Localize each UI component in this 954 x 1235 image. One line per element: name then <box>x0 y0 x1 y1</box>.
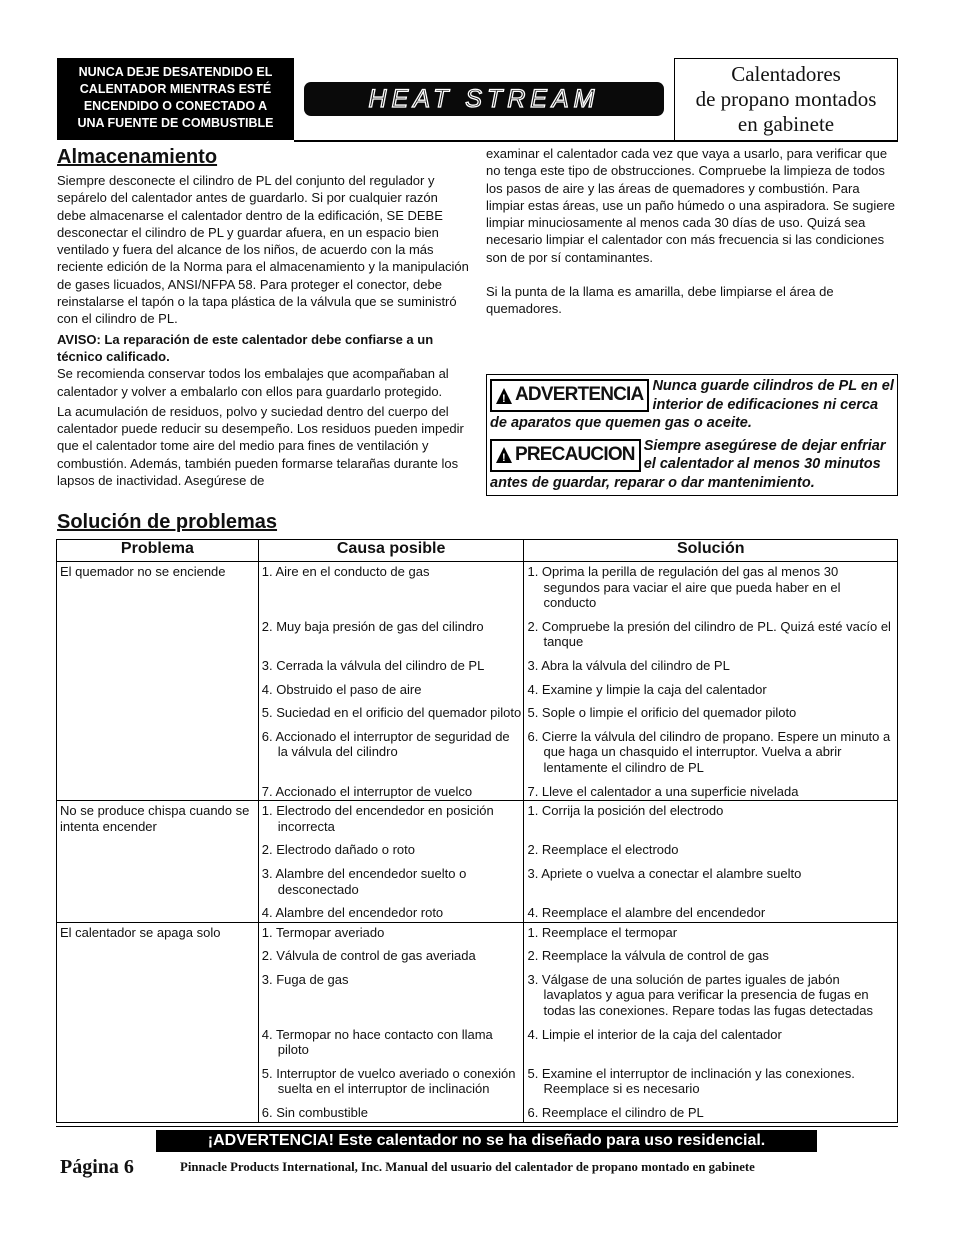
cause-text: 3. Cerrada la válvula del cilindro de PL <box>261 657 485 673</box>
cause-text: 3. Fuga de gas <box>261 971 349 987</box>
cause-cell <box>258 903 524 922</box>
storage-paragraph-2: Se recomienda conservar todos los embalajes que acompañaban al calentador y volver a embalarlo con ellos para guardarlo protegido. <box>57 366 449 399</box>
cause-cell <box>258 801 524 841</box>
storage-paragraph-4: examinar el calentador cada vez que vaya a usarlo, para verificar que no tenga este tipo de obstrucciones. Compruebe la limpieza de todos los pasos de aire y las áreas de quemadores y combustión. Para limpiar estas áreas, use un paño húmedo o una aspiradora. Se sugiere limpiar minuciosamente al menos cada 30 días de uso. Quizá sea necesario limpiar el calentador con más frecuencia si las condiciones son de por sí contaminantes. <box>486 146 896 265</box>
footer-text: Pinnacle Products International, Inc. Manual del usuario del calentador de propano montado en gabinete <box>180 1160 755 1174</box>
solution-text: 5. Sople o limpie el orificio del quemador piloto <box>527 705 797 721</box>
cause-text: 4. Obstruido el paso de aire <box>261 681 422 697</box>
caution-box <box>486 374 898 496</box>
solution-text: 4. Limpie el interior de la caja del calentador <box>527 1026 782 1042</box>
solution-cell <box>524 946 898 970</box>
cause-cell <box>258 617 524 656</box>
caution-label: PRECAUCION <box>515 443 635 465</box>
solution-text: 5. Examine el interruptor de inclinación y las conexiones. Reemplace si es necesario <box>527 1065 855 1097</box>
column-header-problem: Problema <box>57 540 259 562</box>
cause-cell <box>258 562 524 617</box>
troubleshooting-heading: Solución de problemas <box>57 511 278 533</box>
cause-cell <box>258 864 524 903</box>
storage-left-column <box>57 172 469 492</box>
cause-text: 1. Electrodo del encendedor en posición incorrecta <box>261 803 494 834</box>
cause-text: 5. Suciedad en el orificio del quemador piloto <box>261 705 522 721</box>
cause-cell <box>258 1025 524 1064</box>
warning-badge <box>490 379 649 412</box>
solution-cell <box>524 782 898 801</box>
cause-text: 2. Válvula de control de gas averiada <box>261 948 476 964</box>
problem-cell: No se produce chispa cuando se intenta encender <box>57 801 259 923</box>
cause-cell <box>258 970 524 1025</box>
cause-text: 3. Alambre del encendedor suelto o desconectado <box>261 865 467 897</box>
solution-text: 1. Reemplace el termopar <box>527 924 678 940</box>
storage-paragraph-3: La acumulación de residuos, polvo y suciedad dentro del cuerpo del calentador puede reducir su desempeño. Los residuos pueden impedir que el calentador tome aire del medio para fines de ventilación y combustión. Además, también pueden formarse telarañas durante los lapsos de inactividad. Asegúrese de <box>57 403 464 489</box>
storage-heading: Almacenamiento <box>57 146 218 168</box>
cause-text: 4. Termopar no hace contacto con llama piloto <box>261 1026 493 1058</box>
cause-text: 1. Termopar averiado <box>261 924 385 940</box>
storage-paragraph-1: Siempre desconecte el cilindro de PL del conjunto del regulador y sepárelo del calentador antes de guardarlo. Si por cualquier razón debe almacenarse el calentador dentro de la edificación, SE DEBE desconectar el cilindro de PL y guardar afuera, en un espacio bien ventilado y fuera del alcance de los niños, de acuerdo con la más reciente edición de la Norma para el almacenamiento y la manipulación de gases licuados, ANSI/NFPA 58. Para proteger el conector, debe reinstalarse el tapón o la tapa plástica de la válvula que se suministró con el cilindro de PL. <box>57 173 469 327</box>
cause-cell <box>258 727 524 782</box>
cause-text: 2. Electrodo dañado o roto <box>261 842 415 858</box>
solution-text: 3. Apriete o vuelva a conectar el alambre suelto <box>527 865 802 881</box>
caution-triangle-icon <box>496 447 512 463</box>
cause-cell <box>258 922 524 946</box>
solution-cell <box>524 562 898 617</box>
solution-text: 4. Examine y limpie la caja del calentador <box>527 681 767 697</box>
solution-text: 3. Abra la válvula del cilindro de PL <box>527 657 730 673</box>
column-header-solution: Solución <box>524 540 898 562</box>
table-bottom-rule <box>56 1126 898 1127</box>
solution-cell <box>524 680 898 704</box>
solution-cell <box>524 801 898 841</box>
heatstream-logo-text <box>317 86 651 112</box>
solution-cell <box>524 703 898 727</box>
storage-paragraph-5: Si la punta de la llama es amarilla, debe limpiarse el área de quemadores. <box>486 284 834 317</box>
troubleshooting-body <box>57 562 898 1123</box>
product-title-box: Calentadores de propano montados en gabinete <box>674 58 898 142</box>
solution-cell <box>524 727 898 782</box>
cause-text: 7. Accionado el interruptor de vuelco <box>261 783 473 799</box>
cause-text: 5. Interruptor de vuelco averiado o conexión suelta en el interruptor de inclinación <box>261 1065 516 1097</box>
table-row <box>57 922 898 946</box>
solution-cell <box>524 864 898 903</box>
table-row <box>57 801 898 841</box>
solution-cell <box>524 970 898 1025</box>
solution-cell <box>524 840 898 864</box>
warning-text: Nunca guarde cilindros de PL en el interior de edificaciones ni cerca de aparatos que quemen gas o aceite. <box>490 378 894 431</box>
solution-text: 2. Compruebe la presión del cilindro de PL. Quizá esté vacío el tanque <box>527 618 891 650</box>
svg-text:HEAT STREAM: HEAT STREAM <box>368 86 600 112</box>
solution-cell <box>524 1064 898 1103</box>
heatstream-logo <box>304 82 664 116</box>
warning-item <box>490 377 894 433</box>
table-row <box>57 562 898 617</box>
solution-cell <box>524 1025 898 1064</box>
caution-item <box>490 437 894 493</box>
solution-text: 2. Reemplace la válvula de control de gas <box>527 948 769 964</box>
troubleshooting-table <box>56 539 898 1123</box>
solution-text: 4. Reemplace el alambre del encendedor <box>527 905 766 921</box>
solution-cell <box>524 617 898 656</box>
solution-cell <box>524 656 898 680</box>
solution-cell <box>524 922 898 946</box>
caution-badge <box>490 439 641 472</box>
cause-text: 6. Sin combustible <box>261 1105 368 1121</box>
cause-cell <box>258 782 524 801</box>
solution-cell <box>524 1103 898 1122</box>
solution-cell <box>524 903 898 922</box>
solution-text: 7. Lleve el calentador a una superficie nivelada <box>527 783 799 799</box>
solution-text: 6. Cierre la válvula del cilindro de propano. Espere un minuto a que haga un chasquido el interruptor. Vuelva a abrir lentamente el cilindro de PL <box>527 728 891 775</box>
problem-cell: El calentador se apaga solo <box>57 922 259 1122</box>
cause-text: 1. Aire en el conducto de gas <box>261 564 430 579</box>
storage-right-column <box>486 145 898 335</box>
solution-text: 6. Reemplace el cilindro de PL <box>527 1105 704 1121</box>
residential-warning-bar: ¡ADVERTENCIA! Este calentador no se ha diseñado para uso residencial. <box>156 1130 817 1152</box>
cause-text: 4. Alambre del encendedor roto <box>261 905 444 921</box>
storage-notice: AVISO: La reparación de este calentador debe confiarse a un técnico calificado. <box>57 331 434 364</box>
cause-cell <box>258 840 524 864</box>
unattended-warning-box: NUNCA DEJE DESATENDIDO EL CALENTADOR MIENTRAS ESTÉ ENCENDIDO O CONECTADO A UNA FUENTE DE COMBUSTIBLE <box>57 58 294 140</box>
cause-text: 6. Accionado el interruptor de seguridad de la válvula del cilindro <box>261 728 510 760</box>
solution-text: 3. Válgase de una solución de partes iguales de jabón lavaplatos y agua para verificar la presencia de fugas en todas las conexiones. Repare todas las fugas detectadas <box>527 971 874 1019</box>
problem-cell: El quemador no se enciende <box>57 562 259 801</box>
solution-text: 1. Oprima la perilla de regulación del gas al menos 30 segundos para vaciar el aire que pueda haber en el conducto <box>527 564 841 611</box>
solution-text: 2. Reemplace el electrodo <box>527 842 679 858</box>
column-header-cause: Causa posible <box>258 540 524 562</box>
solution-text: 1. Corrija la posición del electrodo <box>527 803 724 819</box>
cause-cell <box>258 656 524 680</box>
cause-cell <box>258 1103 524 1122</box>
warning-triangle-icon <box>496 388 512 404</box>
cause-cell <box>258 703 524 727</box>
page-number: Página 6 <box>60 1156 134 1178</box>
cause-cell <box>258 946 524 970</box>
warning-label: ADVERTENCIA <box>515 384 644 406</box>
cause-cell <box>258 1064 524 1103</box>
cause-cell <box>258 680 524 704</box>
caution-text: Siempre asegúrese de dejar enfriar el calentador al menos 30 minutos antes de guardar, reparar o dar mantenimiento. <box>490 437 886 491</box>
cause-text: 2. Muy baja presión de gas del cilindro <box>261 618 484 634</box>
